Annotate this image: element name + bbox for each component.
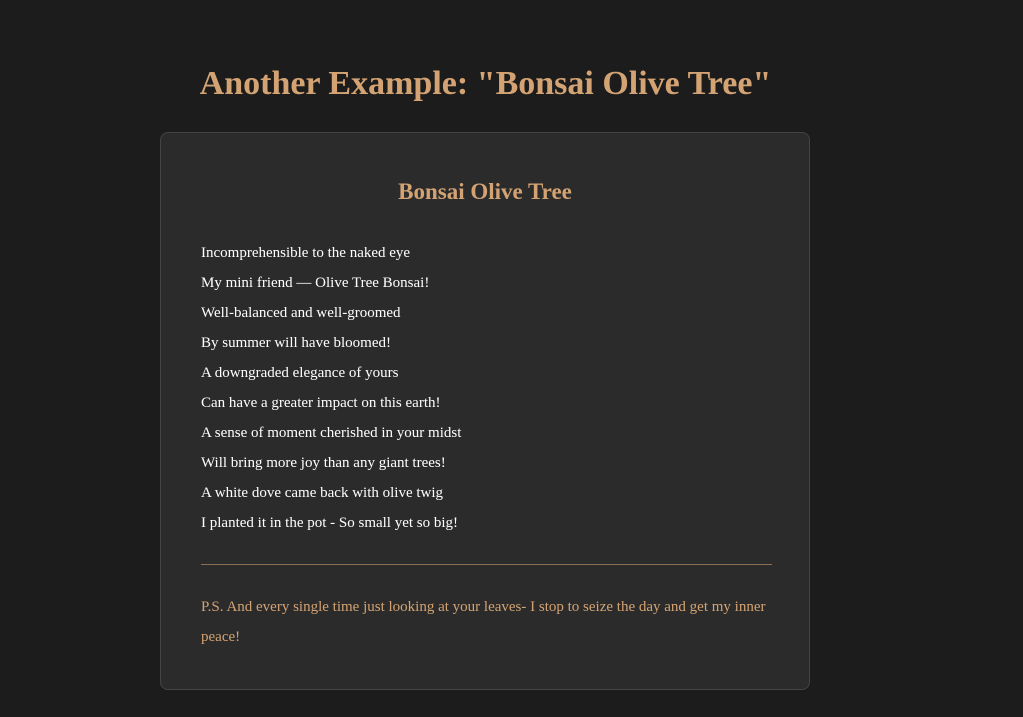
divider (201, 564, 772, 565)
poem-line: Incomprehensible to the naked eye (201, 245, 411, 261)
poem-line: Will bring more joy than any giant trees! (201, 455, 446, 471)
page-title: Another Example: "Bonsai Olive Tree" (199, 65, 772, 102)
ps-note: P.S. And every single time just looking at your leaves- I stop to seize the day and get my inner peace! (201, 599, 766, 645)
poem-line: A white dove came back with olive twig (201, 485, 444, 501)
poem-line: By summer will have bloomed! (201, 335, 391, 351)
poem-line: A downgraded elegance of yours (201, 365, 399, 381)
poem-line: I planted it in the pot - So small yet so big! (201, 515, 459, 531)
poem-lines (201, 238, 461, 538)
poem-line: A sense of moment cherished in your midst (201, 425, 462, 441)
poem-line: Well-balanced and well-groomed (201, 305, 401, 321)
poem-card (160, 132, 810, 690)
poem-line: Can have a greater impact on this earth! (201, 395, 441, 411)
poem-line: My mini friend — Olive Tree Bonsai! (201, 275, 430, 291)
poem-title: Bonsai Olive Tree (398, 179, 572, 204)
